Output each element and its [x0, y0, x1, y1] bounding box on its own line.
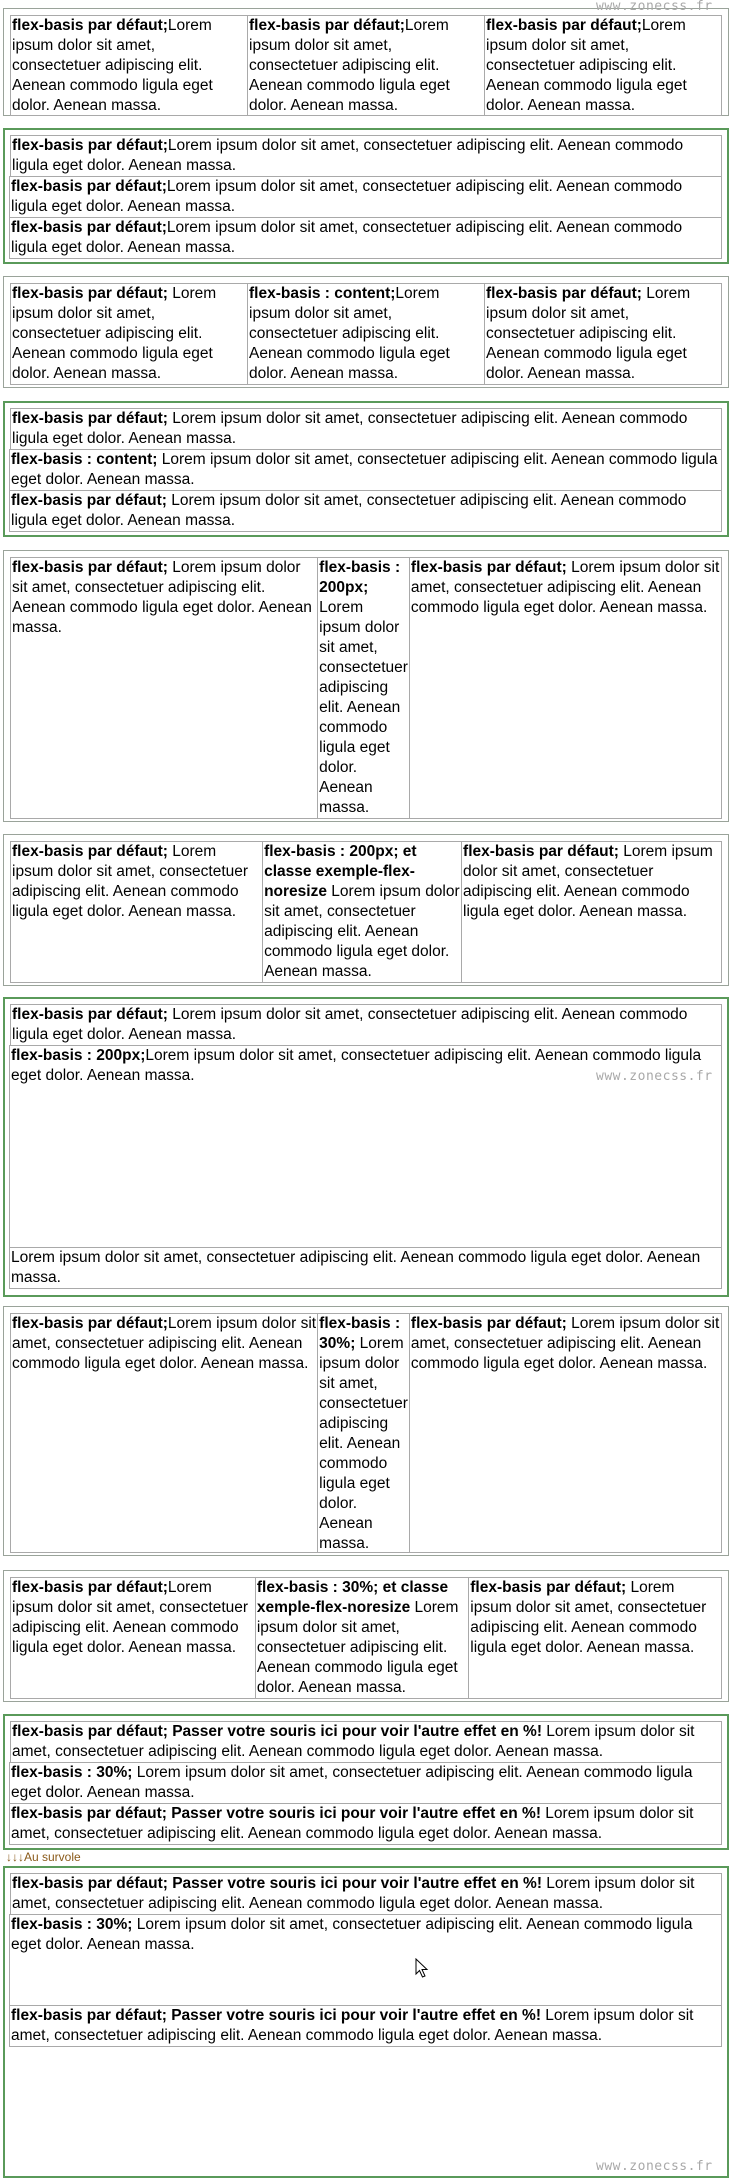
item-text: Lorem ipsum dolor sit amet, consectetuer adipiscing elit. Aenean commodo ligula eget dolor. Aenean massa. — [12, 137, 684, 174]
flex-basis-label: flex-basis : 200px; — [319, 559, 401, 596]
demo-row-content — [3, 276, 729, 388]
flex-basis-label: flex-basis par défaut; — [12, 559, 168, 576]
flex-item — [461, 841, 722, 983]
flex-item — [317, 1313, 410, 1553]
flex-item — [262, 841, 462, 983]
flex-item — [9, 490, 722, 532]
item-text: Lorem ipsum dolor sit amet, consectetuer adipiscing elit. Aenean commodo ligula eget dolor. Aenean massa. — [11, 1916, 693, 1953]
flex-item — [9, 1762, 722, 1804]
flex-item — [409, 557, 722, 819]
flex-item — [10, 1577, 256, 1699]
demo-column-content — [3, 401, 729, 537]
item-text: Lorem ipsum dolor sit amet, consectetuer adipiscing elit. Aenean commodo ligula eget dolor. Aenean massa. — [11, 1764, 693, 1801]
flex-basis-label: flex-basis par défaut; — [12, 410, 168, 427]
item-text: Lorem ipsum dolor sit amet, consectetuer adipiscing elit. Aenean commodo ligula eget dolor. Aenean massa. — [12, 17, 213, 114]
flex-basis-label: flex-basis par défaut; — [486, 17, 642, 34]
flex-item — [468, 1577, 722, 1699]
flex-item[interactable] — [9, 1803, 722, 1845]
flex-basis-label: flex-basis par défaut; — [12, 1315, 168, 1332]
item-text: Lorem ipsum dolor sit amet, consectetuer adipiscing elit. Aenean commodo ligula eget dolor. Aenean massa. — [319, 599, 408, 816]
item-text: Lorem ipsum dolor sit amet, consectetuer adipiscing elit. Aenean commodo ligula eget dolor. Aenean massa. — [256, 1599, 459, 1696]
flex-basis-label: flex-basis par défaut; — [12, 1006, 168, 1023]
item-text: Lorem ipsum dolor sit amet, consectetuer adipiscing elit. Aenean commodo ligula eget dolor. Aenean massa. — [463, 843, 713, 920]
item-text: Lorem ipsum dolor sit amet, consectetuer adipiscing elit. Aenean commodo ligula eget dolor. Aenean massa. — [12, 1875, 695, 1912]
demo-row-30pct-noresize — [3, 1570, 729, 1702]
flex-basis-label: flex-basis par défaut; — [486, 285, 642, 302]
flex-basis-label: flex-basis par défaut; — [12, 843, 168, 860]
item-text: Lorem ipsum dolor sit amet, consectetuer adipiscing elit. Aenean commodo ligula eget dolor. Aenean massa. — [486, 17, 687, 114]
flex-item — [10, 1313, 318, 1553]
item-text: Lorem ipsum dolor sit amet, consectetuer adipiscing elit. Aenean commodo ligula eget dolor. Aenean massa. — [264, 883, 460, 980]
demo-row-200px — [3, 550, 729, 822]
item-text: Lorem ipsum dolor sit amet, consectetuer adipiscing elit. Aenean commodo ligula eget dolor. Aenean massa. — [11, 1249, 701, 1286]
flex-basis-label: flex-basis par défaut; — [11, 178, 167, 195]
flex-item[interactable] — [10, 1721, 722, 1763]
item-text: Lorem ipsum dolor sit amet, consectetuer adipiscing elit. Aenean commodo ligula eget dolor. Aenean massa. — [11, 219, 683, 256]
flex-basis-label: flex-basis par défaut; — [470, 1579, 627, 1596]
item-text: Lorem ipsum dolor sit amet, consectetuer adipiscing elit. Aenean commodo ligula eget dolor. Aenean massa. — [12, 1579, 249, 1656]
flex-basis-label: flex-basis par défaut; — [410, 1315, 567, 1332]
flex-basis-label: flex-basis par défaut; — [249, 17, 405, 34]
flex-item — [9, 176, 722, 218]
flex-basis-label: flex-basis par défaut; — [410, 559, 567, 576]
flex-basis-label: flex-basis : 200px; et classe exemple-flex-noresize — [264, 843, 417, 900]
item-text: Lorem ipsum dolor sit amet, consectetuer adipiscing elit. Aenean commodo ligula eget dolor. Aenean massa. — [11, 178, 683, 215]
flex-item[interactable] — [9, 2005, 722, 2047]
flex-item — [409, 1313, 722, 1553]
flex-item — [10, 1004, 722, 1046]
item-text: Lorem ipsum dolor sit amet, consectetuer adipiscing elit. Aenean commodo ligula eget dolor. Aenean massa. — [12, 1723, 695, 1760]
flex-item — [10, 557, 318, 819]
item-text: Lorem ipsum dolor sit amet, consectetuer adipiscing elit. Aenean commodo ligula eget dolor. Aenean massa. — [470, 1579, 707, 1656]
flex-item — [9, 449, 722, 491]
flex-item — [10, 841, 263, 983]
item-text: Lorem ipsum dolor sit amet, consectetuer adipiscing elit. Aenean commodo ligula eget dolor. Aenean massa. — [12, 1006, 688, 1043]
flex-basis-label: flex-basis par défaut; — [11, 492, 167, 509]
hover-hint-label: ↓↓↓Au survole — [6, 1850, 81, 1864]
watermark: www.zonecss.fr — [596, 1069, 713, 1084]
flex-basis-label: flex-basis par défaut; — [463, 843, 619, 860]
demo-row-30pct — [3, 1306, 729, 1556]
flex-item — [9, 217, 722, 259]
item-text: Lorem ipsum dolor sit amet, consectetuer adipiscing elit. Aenean commodo ligula eget dolor. Aenean massa. — [11, 2007, 694, 2044]
flex-item[interactable] — [10, 1873, 722, 1915]
item-text: Lorem ipsum dolor sit amet, consectetuer adipiscing elit. Aenean commodo ligula eget dolor. Aenean massa. — [11, 492, 687, 529]
item-text: Lorem ipsum dolor sit amet, consectetuer adipiscing elit. Aenean commodo ligula eget dolor. Aenean massa. — [486, 285, 691, 382]
flex-basis-label: flex-basis : 200px; — [11, 1047, 146, 1064]
demo-row-default — [3, 8, 729, 116]
watermark: www.zonecss.fr — [596, 0, 713, 14]
flex-basis-label: flex-basis par défaut; — [12, 17, 168, 34]
item-text: Lorem ipsum dolor sit amet, consectetuer adipiscing elit. Aenean commodo ligula eget dolor. Aenean massa. — [249, 285, 450, 382]
demo-column-default — [3, 128, 729, 264]
item-text: Lorem ipsum dolor sit amet, consectetuer adipiscing elit. Aenean commodo ligula eget dolor. Aenean massa. — [11, 1047, 702, 1084]
item-text: Lorem ipsum dolor sit amet, consectetuer adipiscing elit. Aenean commodo ligula eget dolor. Aenean massa. — [319, 1335, 408, 1552]
demo-column-200px — [3, 997, 729, 1297]
flex-basis-label: flex-basis : 30%; et classe xemple-flex-noresize — [256, 1579, 449, 1616]
watermark: www.zonecss.fr — [596, 2159, 713, 2174]
flex-basis-label: flex-basis par défaut; — [11, 219, 167, 236]
flex-item — [255, 1577, 469, 1699]
mouse-cursor-icon — [415, 1958, 431, 1980]
demo-column-30pct-hover[interactable] — [3, 1866, 729, 2178]
flex-basis-label: flex-basis par défaut; — [12, 285, 168, 302]
flex-item — [9, 1247, 722, 1289]
flex-item — [247, 15, 485, 116]
demo-row-200px-noresize — [3, 834, 729, 986]
flex-basis-label: flex-basis par défaut; Passer votre souris ici pour voir l'autre effet en %! — [11, 1805, 541, 1822]
flex-item — [10, 408, 722, 450]
flex-basis-label: flex-basis : 30%; — [319, 1315, 401, 1352]
item-text: Lorem ipsum dolor sit amet, consectetuer adipiscing elit. Aenean commodo ligula eget dolor. Aenean massa. — [11, 451, 718, 488]
flex-basis-label: flex-basis : content; — [249, 285, 396, 302]
flex-item — [247, 283, 485, 385]
item-text: Lorem ipsum dolor sit amet, consectetuer adipiscing elit. Aenean commodo ligula eget dolor. Aenean massa. — [12, 559, 312, 636]
flex-basis-label: flex-basis : 30%; — [11, 1916, 133, 1933]
flex-basis-label: flex-basis par défaut; — [12, 1579, 168, 1596]
item-text: Lorem ipsum dolor sit amet, consectetuer adipiscing elit. Aenean commodo ligula eget dolor. Aenean massa. — [410, 559, 720, 616]
flex-basis-label: flex-basis par défaut; Passer votre souris ici pour voir l'autre effet en %! — [12, 1875, 542, 1892]
flex-item — [9, 1914, 722, 2006]
flex-item — [484, 15, 722, 116]
item-text: Lorem ipsum dolor sit amet, consectetuer adipiscing elit. Aenean commodo ligula eget dolor. Aenean massa. — [249, 17, 450, 114]
demo-column-30pct — [3, 1714, 729, 1850]
item-text: Lorem ipsum dolor sit amet, consectetuer adipiscing elit. Aenean commodo ligula eget dolor. Aenean massa. — [12, 1315, 317, 1372]
item-text: Lorem ipsum dolor sit amet, consectetuer adipiscing elit. Aenean commodo ligula eget dolor. Aenean massa. — [12, 410, 688, 447]
flex-basis-label: flex-basis par défaut; Passer votre souris ici pour voir l'autre effet en %! — [12, 1723, 542, 1740]
item-text: Lorem ipsum dolor sit amet, consectetuer adipiscing elit. Aenean commodo ligula eget dolor. Aenean massa. — [12, 285, 217, 382]
flex-item — [10, 135, 722, 177]
flex-basis-label: flex-basis par défaut; — [12, 137, 168, 154]
item-text: Lorem ipsum dolor sit amet, consectetuer adipiscing elit. Aenean commodo ligula eget dolor. Aenean massa. — [11, 1805, 694, 1842]
flex-basis-label: flex-basis : content; — [11, 451, 158, 468]
flex-item — [10, 15, 248, 116]
item-text: Lorem ipsum dolor sit amet, consectetuer adipiscing elit. Aenean commodo ligula eget dolor. Aenean massa. — [410, 1315, 720, 1372]
flex-basis-label: flex-basis par défaut; Passer votre souris ici pour voir l'autre effet en %! — [11, 2007, 541, 2024]
flex-item — [10, 283, 248, 385]
flex-basis-label: flex-basis : 30%; — [11, 1764, 133, 1781]
flex-item — [317, 557, 410, 819]
flex-item — [484, 283, 722, 385]
item-text: Lorem ipsum dolor sit amet, consectetuer adipiscing elit. Aenean commodo ligula eget dolor. Aenean massa. — [12, 843, 249, 920]
